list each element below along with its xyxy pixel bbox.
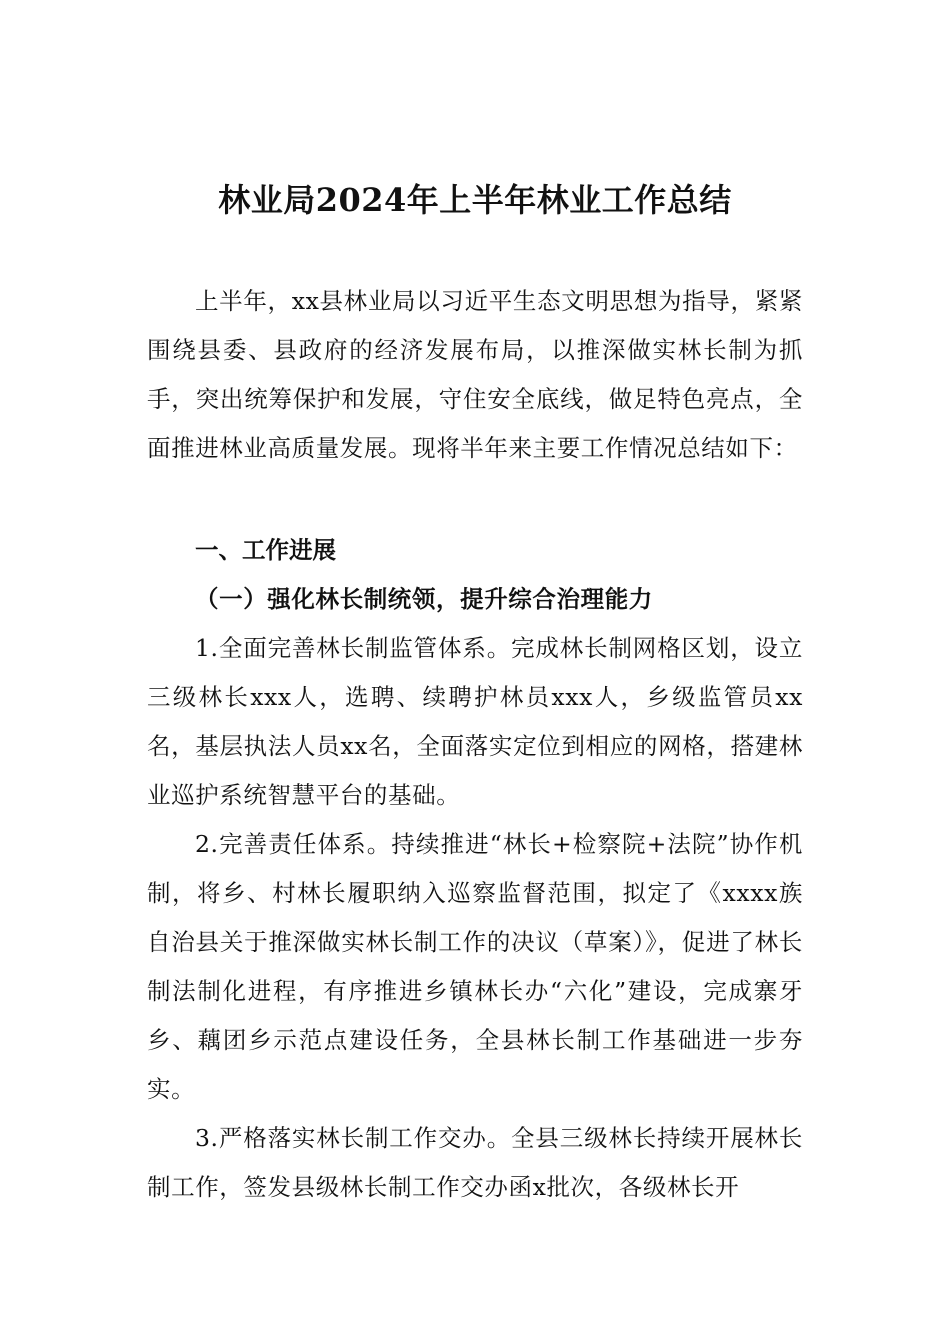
paragraph-item-3: 3.严格落实林长制工作交办。全县三级林长持续开展林长制工作，签发县级林长制工作交办函x批次，各级林长开 bbox=[147, 1124, 803, 1201]
subsection-heading-forest-chief: （一）强化林长制统领，提升综合治理能力 bbox=[195, 585, 653, 613]
paragraph-item-1: 1.全面完善林长制监管体系。完成林长制网格区划，设立三级林长xxx人，选聘、续聘护林员xxx人，乡级监管员xx名，基层执法人员xx名，全面落实定位到相应的网格，搭建林业巡护系统智慧平台的基础。 bbox=[147, 634, 803, 809]
document-title: 林业局2024年上半年林业工作总结 bbox=[218, 181, 732, 219]
intro-paragraph: 上半年，xx县林业局以习近平生态文明思想为指导，紧紧围绕县委、县政府的经济发展布局，以推深做实林长制为抓手，突出统筹保护和发展，守住安全底线，做足特色亮点，全面推进林业高质量发展。现将半年来主要工作情况总结如下： bbox=[147, 287, 803, 462]
section-heading-work-progress: 一、工作进展 bbox=[195, 536, 336, 564]
paragraph-item-2: 2.完善责任体系。持续推进“林长+检察院+法院”协作机制，将乡、村林长履职纳入巡察监督范围，拟定了《xxxx族自治县关于推深做实林长制工作的决议（草案）》，促进了林长制法制化进程，有序推进乡镇林长办“六化”建设，完成寨牙乡、藕团乡示范点建设任务，全县林长制工作基础进一步夯实。 bbox=[147, 830, 803, 1103]
